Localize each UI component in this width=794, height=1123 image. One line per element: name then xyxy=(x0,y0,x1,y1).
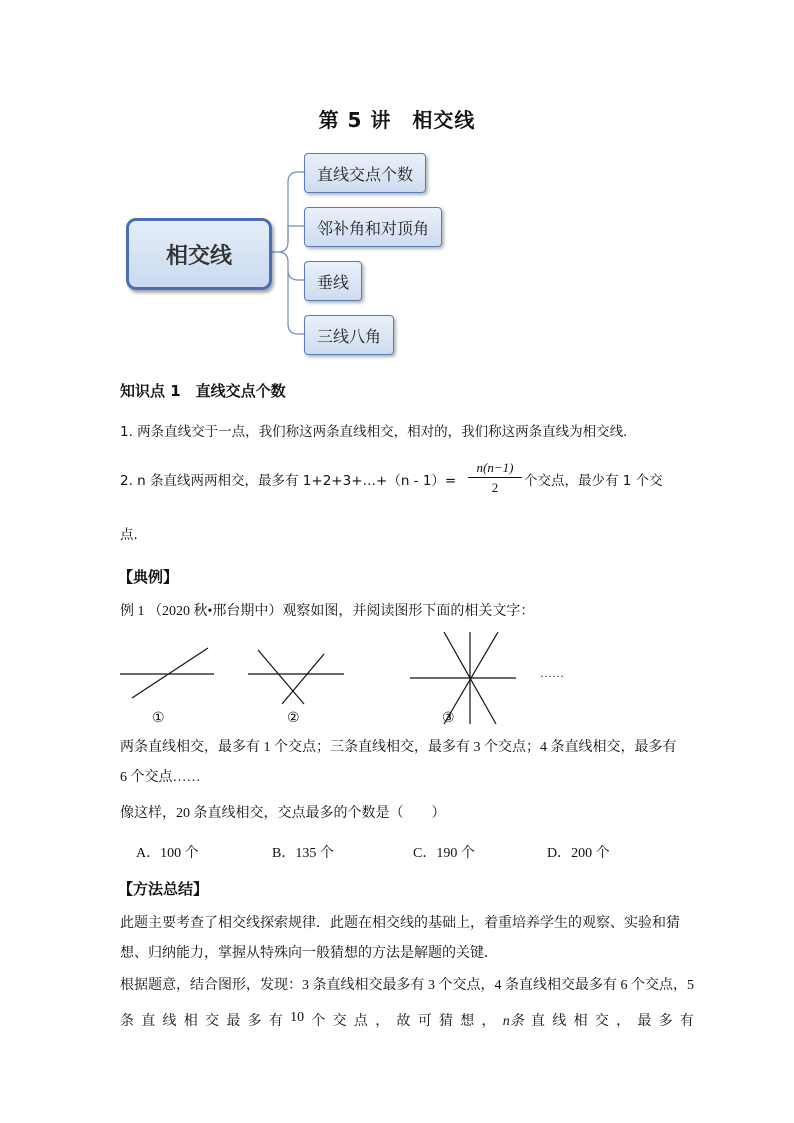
word-token: ， xyxy=(375,1014,390,1029)
word-token: 多 xyxy=(247,1014,262,1029)
method-paragraph-3 xyxy=(120,1010,694,1030)
word-token: 最 xyxy=(226,1014,241,1029)
word-token: ， xyxy=(481,1014,496,1029)
example-heading: 【典例】 xyxy=(118,568,179,586)
paragraph-2-start: 2. n 条直线两两相交，最多有 1+2+3+…+（n - 1）= xyxy=(120,473,457,489)
word-token: 有 xyxy=(268,1014,283,1029)
word-token: 相 xyxy=(183,1014,198,1029)
page-title: 第 5 讲 相交线 xyxy=(318,108,476,132)
word-token: 线 xyxy=(552,1014,567,1029)
mind-map-node-perpendicular: 垂线 xyxy=(304,261,362,301)
method-paragraph-1a: 此题主要考查了相交线探索规律．此题在相交线的基础上，着重培养学生的观察、实验和猜 xyxy=(120,916,680,931)
mind-map-node-intersections: 直线交点个数 xyxy=(304,153,426,193)
figure-label-2: ② xyxy=(287,711,300,726)
word-token: 线 xyxy=(162,1014,177,1029)
word-token: 最 xyxy=(637,1014,652,1029)
fraction-denominator: 2 xyxy=(491,480,499,495)
method-paragraph-1b: 想、归纳能力，掌握从特殊向一般猜想的方法是解题的关键． xyxy=(120,946,498,961)
method-heading: 【方法总结】 xyxy=(118,880,209,898)
word-token: 交 xyxy=(205,1014,220,1029)
example-question: 像这样，20 条直线相交，交点最多的个数是（ ） xyxy=(120,806,446,821)
figure-1 xyxy=(120,648,214,698)
mind-map-node-angles: 邻补角和对顶角 xyxy=(304,207,442,247)
mind-map xyxy=(118,146,458,358)
figure-ellipsis: …… xyxy=(540,666,564,680)
word-token: 10 xyxy=(290,1010,305,1025)
mind-map-root: 相交线 xyxy=(126,218,272,290)
word-token: 点 xyxy=(353,1014,368,1029)
word-token: 条 xyxy=(120,1014,134,1029)
example-text-1: 两条直线相交，最多有 1 个交点；三条直线相交，最多有 3 个交点；4 条直线相交，最多有 xyxy=(120,740,677,755)
example-text-2: 6 个交点…… xyxy=(120,770,201,785)
word-token: 直 xyxy=(531,1014,546,1029)
word-token: 可 xyxy=(417,1014,432,1029)
choice-b: B．135 个 xyxy=(272,846,334,861)
mind-map-node-three-lines: 三线八角 xyxy=(304,315,394,355)
word-token: 交 xyxy=(332,1014,347,1029)
figure-label-1: ① xyxy=(152,711,165,726)
choice-a: A．100 个 xyxy=(136,846,199,861)
intersecting-lines-figure xyxy=(118,628,578,734)
figure-2 xyxy=(248,650,344,704)
fraction-numerator: n(n−1) xyxy=(468,460,522,478)
word-token: 相 xyxy=(573,1014,588,1029)
choice-c: C．190 个 xyxy=(413,846,475,861)
choice-d: D．200 个 xyxy=(547,846,610,861)
word-token: 想 xyxy=(460,1014,475,1029)
example-intro: 例 1 （2020 秋•邢台期中）观察如图，并阅读图形下面的相关文字： xyxy=(120,604,535,619)
word-token: 多 xyxy=(658,1014,673,1029)
word-token: 猜 xyxy=(438,1014,453,1029)
fraction xyxy=(468,460,522,496)
figure-label-3: ③ xyxy=(442,711,455,726)
word-token: 有 xyxy=(679,1014,694,1029)
paragraph-2-wrap: 点． xyxy=(120,527,147,543)
word-token: 直 xyxy=(141,1014,156,1029)
section-heading: 知识点 1 直线交点个数 xyxy=(120,382,286,400)
paragraph-1: 1. 两条直线交于一点，我们称这两条直线相交，相对的，我们称这两条直线为相交线． xyxy=(120,424,637,440)
word-token: 故 xyxy=(396,1014,411,1029)
paragraph-2-end: 个交点，最少有 1 个交 xyxy=(524,473,663,489)
word-token: 个 xyxy=(311,1014,326,1029)
method-paragraph-2a: 根据题意，结合图形，发现：3 条直线相交最多有 3 个交点，4 条直线相交最多有 6 个交点，5 xyxy=(120,978,694,993)
word-token: n条 xyxy=(502,1014,524,1029)
word-token: ， xyxy=(616,1014,631,1029)
word-token: 交 xyxy=(594,1014,609,1029)
figure-3 xyxy=(410,632,516,724)
